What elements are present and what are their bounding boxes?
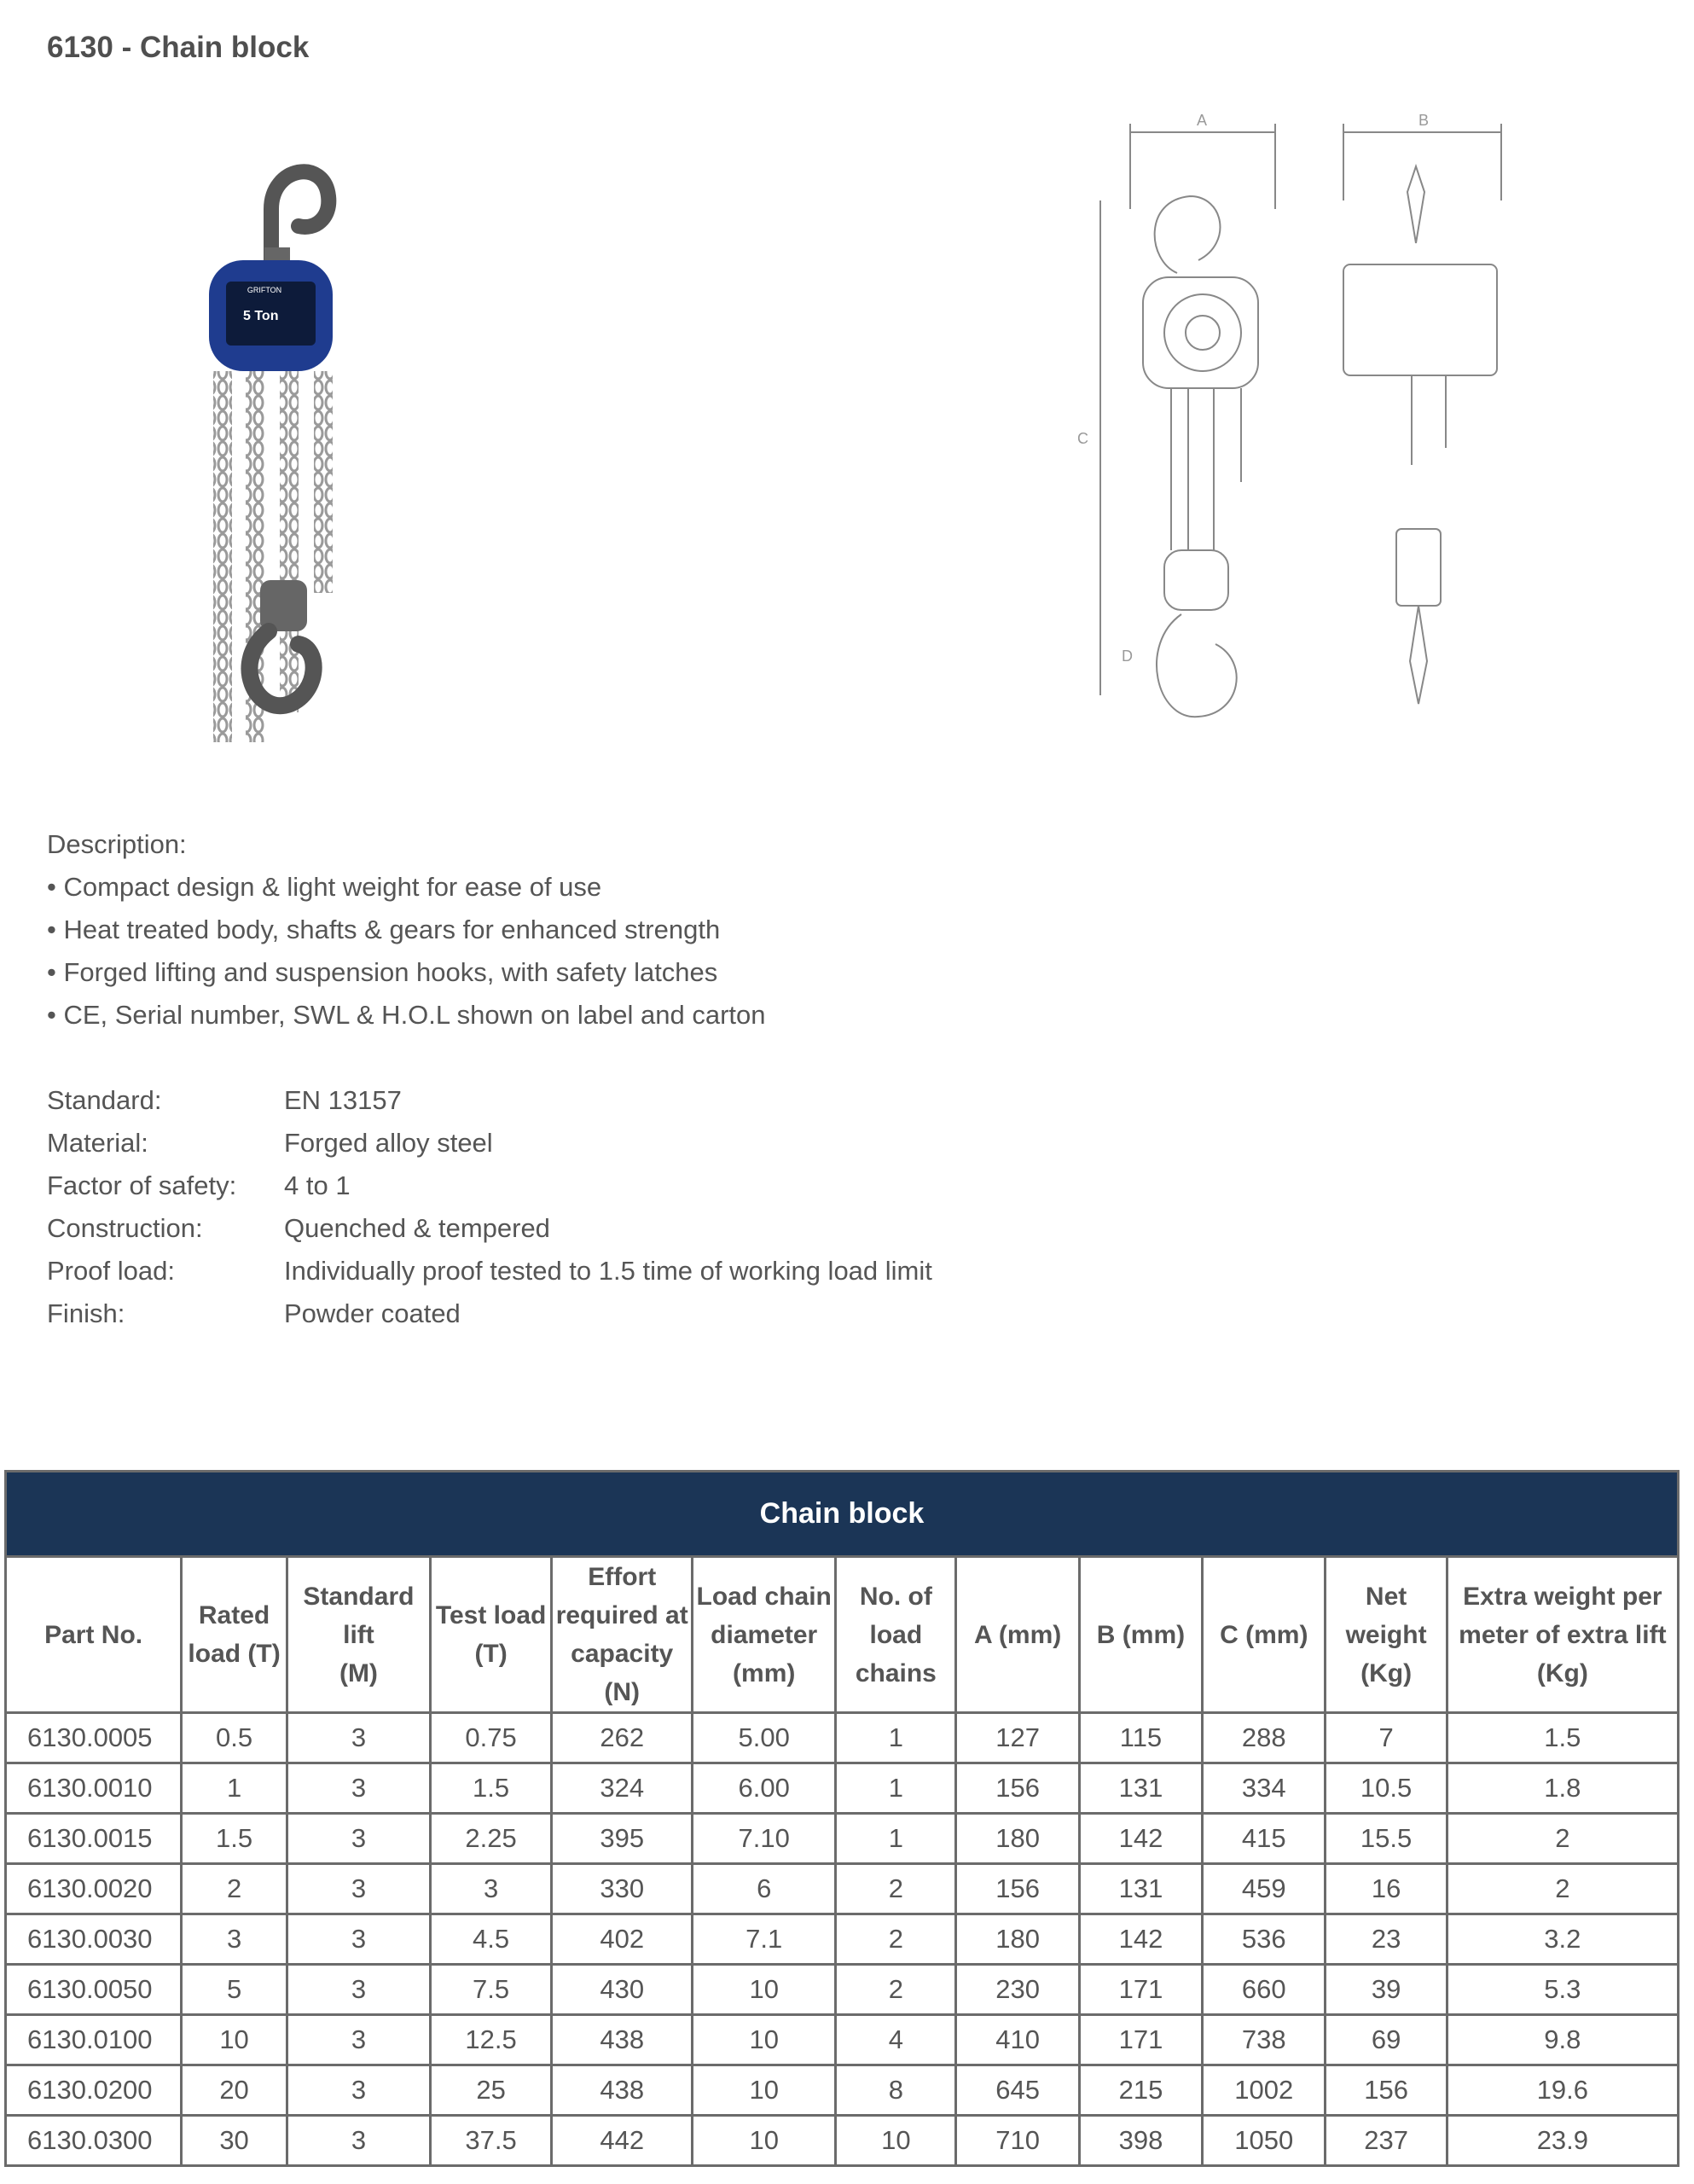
column-header-line: Rated — [198, 1601, 270, 1629]
dim-label-b: B — [1418, 112, 1430, 129]
table-cell: 2 — [1447, 1864, 1678, 1914]
part-number-cell: 6130.0050 — [6, 1965, 182, 2015]
spec-row — [47, 1207, 932, 1250]
column-header-line: No. of — [859, 1582, 932, 1611]
table-cell: 19.6 — [1447, 2065, 1678, 2116]
spec-label: Construction: — [47, 1213, 203, 1243]
spec-row — [47, 1292, 932, 1335]
table-cell: 142 — [1079, 1814, 1202, 1864]
table-cell: 69 — [1326, 2015, 1447, 2065]
column-header-line: Net — [1365, 1582, 1407, 1611]
column-header — [1447, 1557, 1678, 1713]
column-header-line: chains — [855, 1658, 937, 1687]
table-cell: 330 — [552, 1864, 693, 1914]
column-header-line: Test load — [435, 1601, 547, 1629]
drawing-bottom-hook — [1157, 614, 1237, 717]
column-header-line: capacity (N) — [571, 1640, 674, 1706]
column-header — [287, 1557, 430, 1713]
spec-row — [47, 1079, 932, 1122]
table-body — [6, 1713, 1679, 2166]
table-cell: 438 — [552, 2015, 693, 2065]
spec-value: Powder coated — [284, 1298, 461, 1328]
table-row — [6, 1763, 1679, 1814]
table-cell: 230 — [956, 1965, 1079, 2015]
table-row — [6, 1864, 1679, 1914]
column-header-line: load — [869, 1620, 923, 1649]
table-cell: 37.5 — [430, 2116, 551, 2166]
spec-label: Proof load: — [47, 1256, 175, 1286]
column-header-line: A (mm) — [974, 1620, 1062, 1649]
table-cell: 1050 — [1203, 2116, 1326, 2166]
description-bullet: • Forged lifting and suspension hooks, with safety latches — [47, 957, 718, 987]
table-cell: 738 — [1203, 2015, 1326, 2065]
column-header-line: meter of extra lift — [1459, 1620, 1667, 1649]
column-header-line: Load chain — [696, 1582, 832, 1611]
spec-value: Individually proof tested to 1.5 time of working load limit — [284, 1256, 932, 1286]
table-cell: 3 — [287, 2065, 430, 2116]
table-cell: 438 — [552, 2065, 693, 2116]
column-header — [1079, 1557, 1202, 1713]
drawing-bottom-block — [1164, 550, 1228, 610]
drawing-top-hook — [1155, 196, 1221, 273]
table-cell: 156 — [956, 1864, 1079, 1914]
table-title: Chain block — [6, 1472, 1679, 1557]
dim-label-c: C — [1077, 430, 1088, 447]
column-header — [430, 1557, 551, 1713]
table-cell: 6.00 — [693, 1763, 836, 1814]
table-cell: 3 — [287, 1814, 430, 1864]
table-cell: 262 — [552, 1713, 693, 1763]
table-cell: 6 — [693, 1864, 836, 1914]
spec-label: Finish: — [47, 1298, 125, 1328]
description-bullet: • Heat treated body, shafts & gears for enhanced strength — [47, 915, 721, 944]
table-row — [6, 1713, 1679, 1763]
table-cell: 3 — [287, 1965, 430, 2015]
table-cell: 10 — [693, 2065, 836, 2116]
table-cell: 23.9 — [1447, 2116, 1678, 2166]
table-cell: 215 — [1079, 2065, 1202, 2116]
column-header — [6, 1557, 182, 1713]
part-number-cell: 6130.0030 — [6, 1914, 182, 1965]
table-cell: 142 — [1079, 1914, 1202, 1965]
table-cell: 3.2 — [1447, 1914, 1678, 1965]
table-cell: 2 — [182, 1864, 287, 1914]
table-cell: 15.5 — [1326, 1814, 1447, 1864]
table-cell: 12.5 — [430, 2015, 551, 2065]
table-cell: 2.25 — [430, 1814, 551, 1864]
table-cell: 10 — [693, 2116, 836, 2166]
column-header — [836, 1557, 956, 1713]
table-cell: 288 — [1203, 1713, 1326, 1763]
column-header-line: (Kg) — [1536, 1658, 1588, 1687]
chain-left — [213, 371, 232, 742]
spec-row — [47, 1165, 932, 1207]
table-cell: 10 — [693, 1965, 836, 2015]
part-number-cell: 6130.0200 — [6, 2065, 182, 2116]
spec-row — [47, 1122, 932, 1165]
table-cell: 171 — [1079, 1965, 1202, 2015]
chain-mid-right — [280, 371, 299, 712]
table-cell: 1 — [182, 1763, 287, 1814]
side-top-hook — [1407, 166, 1424, 243]
table-row — [6, 2015, 1679, 2065]
table-cell: 395 — [552, 1814, 693, 1864]
table-row — [6, 1814, 1679, 1864]
part-number-cell: 6130.0010 — [6, 1763, 182, 1814]
table-cell: 3 — [287, 1713, 430, 1763]
column-header-line: Standard lift — [303, 1582, 415, 1649]
table-cell: 2 — [836, 1965, 956, 2015]
table-cell: 156 — [1326, 2065, 1447, 2116]
table-cell: 3 — [182, 1914, 287, 1965]
table-cell: 430 — [552, 1965, 693, 2015]
table-cell: 7.10 — [693, 1814, 836, 1864]
table-cell: 23 — [1326, 1914, 1447, 1965]
column-header — [1326, 1557, 1447, 1713]
table-cell: 3 — [287, 1914, 430, 1965]
table-cell: 156 — [956, 1763, 1079, 1814]
table-cell: 2 — [1447, 1814, 1678, 1864]
table-cell: 334 — [1203, 1763, 1326, 1814]
column-header — [182, 1557, 287, 1713]
table-cell: 402 — [552, 1914, 693, 1965]
specifications — [47, 1079, 932, 1335]
column-header-line: B (mm) — [1096, 1620, 1186, 1649]
column-header-line: weight — [1345, 1620, 1427, 1649]
table-cell: 1.5 — [182, 1814, 287, 1864]
table-cell: 7 — [1326, 1713, 1447, 1763]
table-cell: 127 — [956, 1713, 1079, 1763]
column-header-line: Extra weight per — [1463, 1582, 1662, 1611]
table-cell: 180 — [956, 1814, 1079, 1864]
dim-label-a: A — [1197, 112, 1208, 129]
description — [47, 823, 766, 1037]
side-bottom-hook — [1410, 606, 1427, 704]
table-cell: 660 — [1203, 1965, 1326, 2015]
spec-value: Quenched & tempered — [284, 1213, 550, 1243]
table-cell: 25 — [430, 2065, 551, 2116]
column-header-line: (Kg) — [1360, 1658, 1413, 1687]
spec-label: Material: — [47, 1128, 148, 1158]
table-cell: 0.5 — [182, 1713, 287, 1763]
column-header-line: C (mm) — [1220, 1620, 1308, 1649]
table-cell: 115 — [1079, 1713, 1202, 1763]
chain-right — [314, 371, 333, 593]
table-cell: 10 — [182, 2015, 287, 2065]
table-cell: 1002 — [1203, 2065, 1326, 2116]
table-cell: 1 — [836, 1763, 956, 1814]
table-cell: 20 — [182, 2065, 287, 2116]
table-cell: 442 — [552, 2116, 693, 2166]
table-cell: 1 — [836, 1713, 956, 1763]
page-title: 6130 - Chain block — [47, 31, 310, 64]
table-cell: 3 — [287, 1763, 430, 1814]
column-header-line: Part No. — [44, 1620, 143, 1649]
table-row — [6, 1914, 1679, 1965]
table-row — [6, 2065, 1679, 2116]
table-cell: 10 — [693, 2015, 836, 2065]
table-cell: 2 — [836, 1914, 956, 1965]
table-cell: 1 — [836, 1814, 956, 1864]
table-cell: 10.5 — [1326, 1763, 1447, 1814]
product-photo — [205, 149, 363, 742]
table-cell: 415 — [1203, 1814, 1326, 1864]
technical-drawing — [1070, 107, 1531, 772]
table-cell: 39 — [1326, 1965, 1447, 2015]
table-cell: 7.1 — [693, 1914, 836, 1965]
column-header — [956, 1557, 1079, 1713]
table-cell: 1.5 — [1447, 1713, 1678, 1763]
part-number-cell: 6130.0015 — [6, 1814, 182, 1864]
table-cell: 8 — [836, 2065, 956, 2116]
table-header-row — [6, 1557, 1679, 1713]
part-number-cell: 6130.0100 — [6, 2015, 182, 2065]
table-cell: 131 — [1079, 1864, 1202, 1914]
table-cell: 131 — [1079, 1763, 1202, 1814]
table-cell: 5.00 — [693, 1713, 836, 1763]
table-cell: 171 — [1079, 2015, 1202, 2065]
spec-label: Factor of safety: — [47, 1170, 237, 1200]
table-cell: 459 — [1203, 1864, 1326, 1914]
table-cell: 2 — [836, 1864, 956, 1914]
spec-label: Standard: — [47, 1085, 162, 1115]
spec-value: 4 to 1 — [284, 1170, 351, 1200]
table-cell: 3 — [287, 2015, 430, 2065]
table-cell: 536 — [1203, 1914, 1326, 1965]
description-bullet: • Compact design & light weight for ease of use — [47, 872, 602, 902]
table-cell: 16 — [1326, 1864, 1447, 1914]
table-cell: 3 — [287, 2116, 430, 2166]
part-number-cell: 6130.0005 — [6, 1713, 182, 1763]
column-header-line: Effort — [588, 1563, 657, 1591]
table-cell: 9.8 — [1447, 2015, 1678, 2065]
table-cell: 3 — [430, 1864, 551, 1914]
table-cell: 5.3 — [1447, 1965, 1678, 2015]
column-header-line: required at — [555, 1601, 688, 1629]
table-cell: 324 — [552, 1763, 693, 1814]
table-cell: 180 — [956, 1914, 1079, 1965]
table-cell: 0.75 — [430, 1713, 551, 1763]
table-cell: 4.5 — [430, 1914, 551, 1965]
table-cell: 1.5 — [430, 1763, 551, 1814]
label-rating: 5 Ton — [243, 309, 279, 323]
table-cell: 710 — [956, 2116, 1079, 2166]
column-header-line: diameter — [711, 1620, 818, 1649]
dim-label-d: D — [1122, 648, 1133, 665]
column-header — [552, 1557, 693, 1713]
table-row — [6, 1965, 1679, 2015]
part-number-cell: 6130.0300 — [6, 2116, 182, 2166]
table-cell: 7.5 — [430, 1965, 551, 2015]
table-cell: 645 — [956, 2065, 1079, 2116]
table-cell: 237 — [1326, 2116, 1447, 2166]
table-cell: 1.8 — [1447, 1763, 1678, 1814]
spec-row — [47, 1250, 932, 1292]
side-bottom-block — [1396, 529, 1441, 606]
table-cell: 10 — [836, 2116, 956, 2166]
column-header — [1203, 1557, 1326, 1713]
spec-value: Forged alloy steel — [284, 1128, 493, 1158]
side-body — [1343, 264, 1497, 375]
label-brand: GRIFTON — [247, 286, 282, 294]
description-heading: Description: — [47, 829, 187, 859]
top-hook — [271, 171, 328, 260]
column-header-line: load (T) — [188, 1640, 281, 1668]
spec-value: EN 13157 — [284, 1085, 402, 1115]
column-header-line: (M) — [339, 1658, 378, 1687]
table-cell: 398 — [1079, 2116, 1202, 2166]
table-cell: 410 — [956, 2015, 1079, 2065]
column-header — [693, 1557, 836, 1713]
chain-block-table — [4, 1470, 1679, 2167]
table-cell: 3 — [287, 1864, 430, 1914]
column-header-line: (mm) — [733, 1658, 796, 1687]
table-row — [6, 2116, 1679, 2166]
table-cell: 5 — [182, 1965, 287, 2015]
column-header-line: (T) — [474, 1640, 508, 1668]
description-bullet: • CE, Serial number, SWL & H.O.L shown on label and carton — [47, 1000, 766, 1030]
table-cell: 30 — [182, 2116, 287, 2166]
part-number-cell: 6130.0020 — [6, 1864, 182, 1914]
table-cell: 4 — [836, 2015, 956, 2065]
